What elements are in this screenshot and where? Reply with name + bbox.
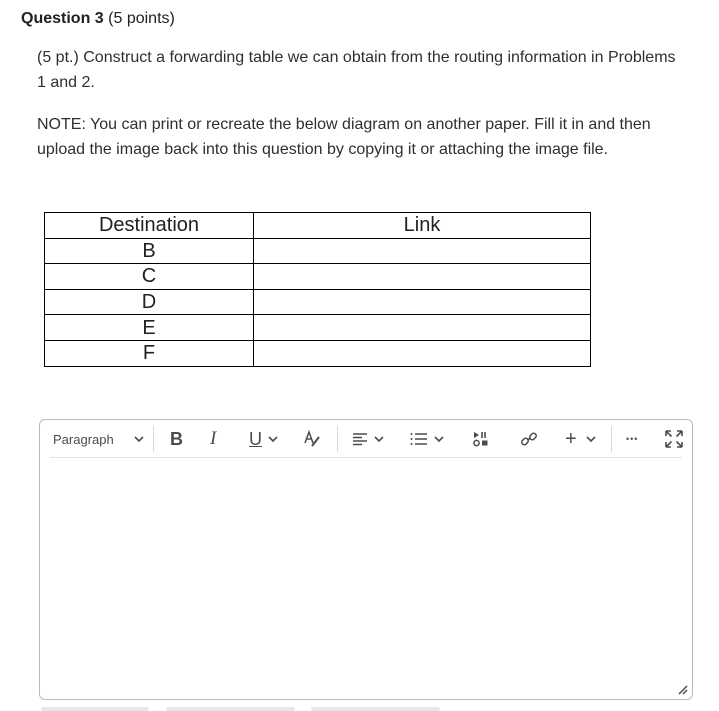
insert-media-button[interactable] — [472, 420, 490, 458]
align-left-icon — [352, 432, 368, 446]
chevron-down-icon — [268, 436, 278, 443]
bullet-list-icon — [410, 432, 428, 446]
media-icon — [472, 430, 490, 448]
table-row — [45, 264, 591, 290]
link-icon — [520, 430, 538, 448]
italic-button[interactable] — [210, 420, 216, 458]
question-title: Question 3 — [21, 10, 104, 27]
question-points: (5 points) — [108, 10, 175, 27]
destination-cell: C — [45, 264, 254, 290]
editor-toolbar — [50, 420, 682, 458]
table-row — [45, 289, 591, 315]
more-actions-button[interactable] — [626, 420, 638, 458]
text-color-button[interactable] — [303, 420, 321, 458]
table-header-row — [45, 213, 591, 239]
link-cell — [254, 238, 591, 264]
chevron-down-icon — [434, 436, 444, 443]
chevron-down-icon — [374, 436, 384, 443]
underline-button[interactable] — [249, 420, 278, 458]
resize-handle-icon[interactable] — [676, 683, 688, 695]
toolbar-separator — [337, 426, 338, 452]
toolbar-separator — [153, 426, 154, 452]
destination-header: Destination — [45, 213, 254, 239]
more-label: ••• — [626, 434, 639, 444]
insert-label: + — [565, 427, 577, 450]
list-button[interactable] — [410, 420, 444, 458]
footer-tab — [41, 707, 149, 711]
destination-cell: D — [45, 289, 254, 315]
destination-cell: B — [45, 238, 254, 264]
insert-link-button[interactable] — [520, 420, 538, 458]
link-cell — [254, 264, 591, 290]
bold-button[interactable] — [170, 420, 183, 458]
prompt-paragraph-1: (5 pt.) Construct a forwarding table we can obtain from the routing information in Problems 1 and 2. — [37, 49, 676, 91]
question-header — [21, 10, 175, 28]
chevron-down-icon — [586, 436, 596, 443]
insert-stuff-button[interactable] — [565, 420, 596, 458]
fullscreen-icon — [665, 430, 683, 448]
align-button[interactable] — [352, 420, 384, 458]
block-format-label: Paragraph — [53, 431, 114, 447]
footer-tab — [166, 707, 295, 711]
fullscreen-button[interactable] — [665, 420, 683, 458]
link-cell — [254, 340, 591, 366]
italic-label: I — [210, 428, 217, 449]
link-cell — [254, 315, 591, 341]
bold-label: B — [170, 428, 183, 449]
forwarding-table — [44, 212, 591, 367]
question-prompt — [37, 45, 677, 162]
destination-cell: F — [45, 340, 254, 366]
prompt-paragraph-2: NOTE: You can print or recreate the below diagram on another paper. Fill it in and then upload the image back into this question by copying it or attaching the image file. — [37, 116, 651, 158]
block-format-select[interactable] — [53, 420, 144, 458]
table-row — [45, 315, 591, 341]
editor-content-area[interactable] — [50, 462, 682, 689]
rich-text-editor — [39, 419, 693, 700]
table-row — [45, 340, 591, 366]
underline-label: U — [249, 428, 262, 449]
destination-cell: E — [45, 315, 254, 341]
table-row — [45, 238, 591, 264]
footer-tab — [311, 707, 440, 711]
toolbar-separator — [611, 426, 612, 452]
link-cell — [254, 289, 591, 315]
text-color-icon — [303, 430, 321, 448]
chevron-down-icon — [134, 436, 144, 443]
link-header: Link — [254, 213, 591, 239]
